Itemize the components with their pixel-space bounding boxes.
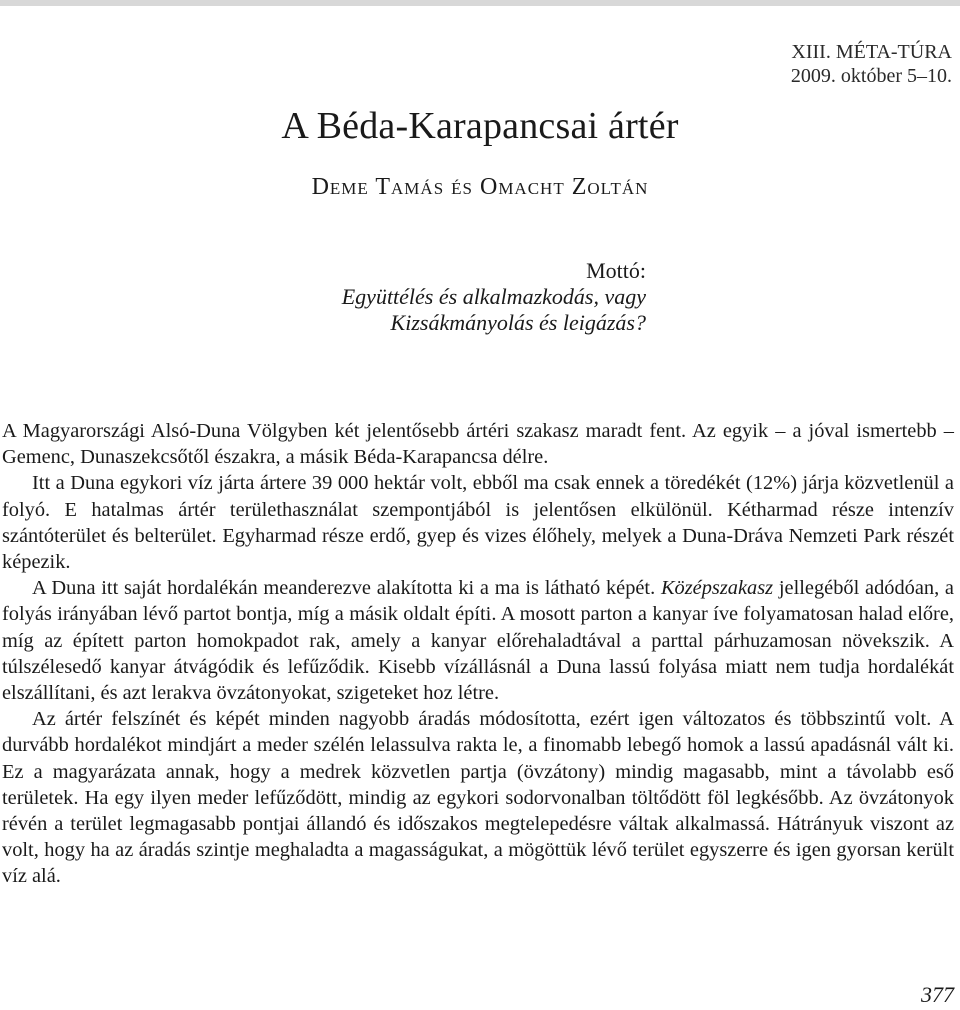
paragraph-3-part-b: jellegéből adódóan, a folyás irányában lévő partot bontja, míg a másik oldalt építi. A mosott parton a kanyar íve folyamatosan halad előre, míg az épített parton homokpadot rak, amely a kanyar előrehaladtával a parttal párhuzamosan növekszik. A túlszélesedő kanyar átvágódik és lefűződik. Kisebb vízállásnál a Duna lassú folyása miatt nem tudja hordalékát elszállítani, és azt lerakva övzátonyokat, szigeteket hoz létre.: [2, 577, 954, 705]
article-body: [2, 418, 954, 890]
article-authors: Deme Tamás és Omacht Zoltán: [311, 174, 649, 200]
paragraph-4: Az ártér felszínét és képét minden nagyobb áradás módosította, ezért igen változatos és többszintű volt. A durvább hordalékot mindjárt a meder szélén lelassulva rakta le, a finomabb lebegő homok a lassú apadásnál vált ki. Ez a magyarázata annak, hogy a medrek közvetlen partja (övzátony) mindig magasabb, mint a távolabb eső területek. Ha egy ilyen meder lefűződött, mindig az egykori sodorvonalban töltődött föl legkésőbb. Az övzátonyok révén a terület legmagasabb pontjai állandó és időszakos megtelepedésre váltak alkalmassá. Hátrányuk viszont az volt, hogy ha az áradás szintje meghaladta a magasságukat, a mögöttük lévő terület egyszerre és igen gyorsan került víz alá.: [2, 708, 954, 888]
motto: [342, 258, 646, 336]
motto-label: Mottó:: [586, 258, 646, 283]
motto-line-1: Együttélés és alkalmazkodás, vagy: [341, 284, 646, 309]
header-date: 2009. október 5–10.: [790, 65, 952, 87]
running-header: [791, 40, 952, 88]
header-series: XIII. MÉTA-TÚRA: [791, 41, 952, 63]
paragraph-3-italic-term: Középszakasz: [660, 577, 774, 600]
motto-line-2: Kizsákmányolás és leigázás?: [390, 310, 646, 335]
paragraph-2: Itt a Duna egykori víz járta ártere 39 000 hektár volt, ebből ma csak ennek a töredékét (12%) járja közvetlenül a folyó. E hatalmas ártér területhasználat szempontjából is jelentősen elkülönül. Kétharmad része intenzív szántóterület és belterület. Egyharmad része erdő, gyep és vizes élőhely, melyek a Duna-Dráva Nemzeti Park részét képezik.: [2, 472, 954, 574]
paragraph-1: A Magyarországi Alsó-Duna Völgyben két jelentősebb ártéri szakasz maradt fent. Az egyik – a jóval ismertebb – Gemenc, Dunaszekcsőtől északra, a másik Béda-Karapancsa délre.: [2, 420, 954, 469]
paragraph-3: [2, 575, 954, 706]
page-number: 377: [921, 982, 954, 1007]
top-rule: [0, 0, 960, 6]
article-title: A Béda-Karapancsai ártér: [281, 105, 679, 147]
paragraph-3-part-a: A Duna itt saját hordalékán meanderezve alakította ki a ma is látható képét.: [32, 577, 656, 600]
